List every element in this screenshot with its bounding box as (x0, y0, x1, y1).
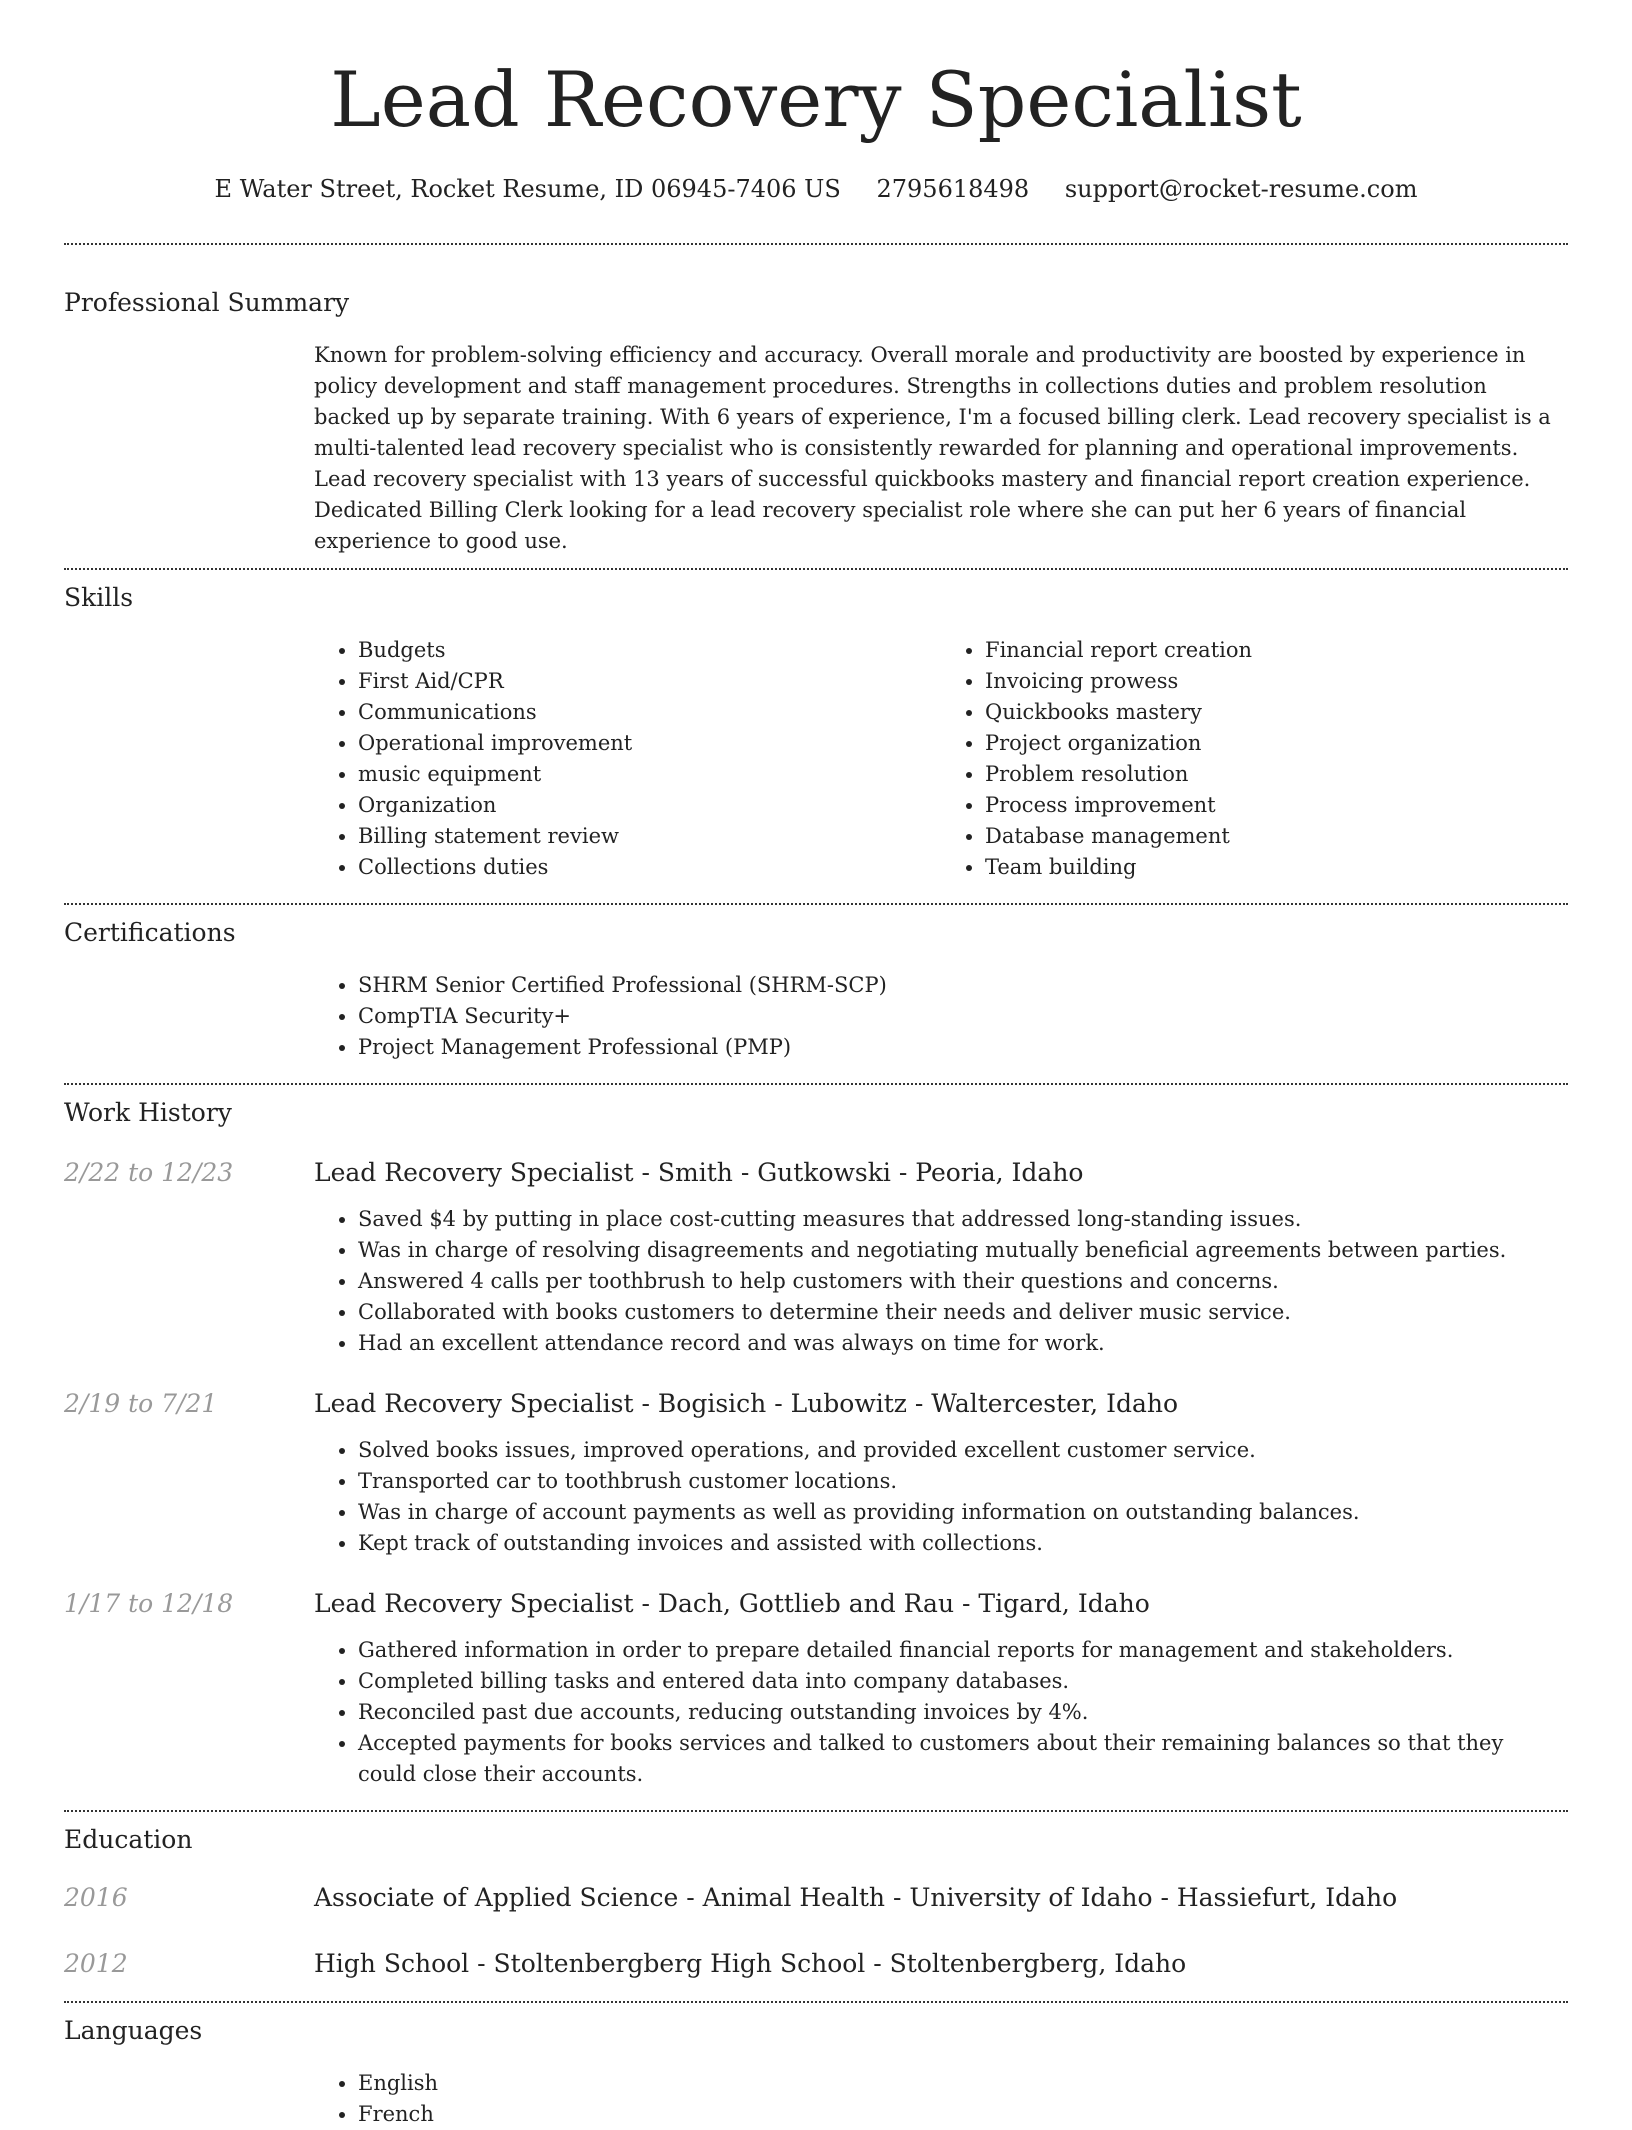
work-bullet: • Collaborated with books customers to determine their needs and deliver music service. (358, 1297, 1568, 1328)
certifications-list (314, 970, 1568, 1063)
skill-item: • Collections duties (358, 852, 941, 883)
work-bullets (314, 1435, 1568, 1559)
skill-item: • Team building (985, 852, 1568, 883)
divider (64, 2001, 1568, 2003)
work-title: Lead Recovery Specialist - Dach, Gottlieb and Rau - Tigard, Idaho (314, 1589, 1150, 1618)
skill-item: • Budgets (358, 635, 941, 666)
section-title-work: Work History (64, 1098, 232, 1127)
candidate-name: Lead Recovery Specialist (330, 55, 1302, 144)
skill-item: • music equipment (358, 759, 941, 790)
skill-item: • Problem resolution (985, 759, 1568, 790)
skill-item: • First Aid/CPR (358, 666, 941, 697)
education-entry (0, 1881, 1632, 1915)
certification-item: • CompTIA Security+ (358, 1001, 1568, 1032)
work-history-list (0, 1156, 1632, 1790)
work-title: Lead Recovery Specialist - Smith - Gutkowski - Peoria, Idaho (314, 1158, 1084, 1187)
work-entry (0, 1387, 1632, 1421)
work-entry (0, 1587, 1632, 1621)
skills-grid (314, 635, 1568, 883)
skill-item: • Billing statement review (358, 821, 941, 852)
work-bullets-body (314, 1635, 1568, 1790)
divider (64, 1810, 1568, 1812)
summary-body (314, 340, 1568, 557)
section-title-languages: Languages (64, 2016, 203, 2045)
skill-item: • Process improvement (985, 790, 1568, 821)
resume-header (0, 0, 1632, 206)
section-title-certifications: Certifications (64, 918, 236, 947)
work-bullet: • Was in charge of account payments as well as providing information on outstanding balances. (358, 1497, 1568, 1528)
work-bullet: • Completed billing tasks and entered data into company databases. (358, 1666, 1568, 1697)
certification-item: • Project Management Professional (PMP) (358, 1032, 1568, 1063)
work-bullet: • Was in charge of resolving disagreements and negotiating mutually beneficial agreements between parties. (358, 1235, 1568, 1266)
work-dates: 2/19 to 7/21 (64, 1389, 218, 1418)
skills-list-right (941, 635, 1568, 883)
work-bullet: • Solved books issues, improved operations, and provided excellent customer service. (358, 1435, 1568, 1466)
contact-line (0, 172, 1632, 206)
skill-item: • Database management (985, 821, 1568, 852)
work-bullet: • Had an excellent attendance record and was always on time for work. (358, 1328, 1568, 1359)
skill-item: • Project organization (985, 728, 1568, 759)
work-bullet: • Kept track of outstanding invoices and assisted with collections. (358, 1528, 1568, 1559)
work-title: Lead Recovery Specialist - Bogisich - Lubowitz - Waltercester, Idaho (314, 1389, 1179, 1418)
certifications-body (314, 970, 1568, 1063)
language-item: • French (358, 2099, 1568, 2130)
skill-item: • Operational improvement (358, 728, 941, 759)
languages-body (314, 2068, 1568, 2130)
languages-list (314, 2068, 1568, 2130)
section-title-summary: Professional Summary (64, 288, 350, 317)
education-title: High School - Stoltenbergberg High School - Stoltenbergberg, Idaho (314, 1949, 1187, 1978)
work-bullet: • Answered 4 calls per toothbrush to help customers with their questions and concerns. (358, 1266, 1568, 1297)
work-dates: 2/22 to 12/23 (64, 1158, 234, 1187)
work-bullet: • Reconciled past due accounts, reducing outstanding invoices by 4%. (358, 1697, 1568, 1728)
work-bullet: • Accepted payments for books services and talked to customers about their remaining balances so that they could close their accounts. (358, 1728, 1568, 1790)
education-list (0, 1881, 1632, 1981)
skill-item: • Financial report creation (985, 635, 1568, 666)
contact-phone: 2795618498 (876, 175, 1030, 203)
divider (64, 568, 1568, 570)
section-title-education: Education (64, 1825, 193, 1854)
work-dates: 1/17 to 12/18 (64, 1589, 234, 1618)
contact-address: E Water Street, Rocket Resume, ID 06945-7406 US (214, 175, 841, 203)
language-item: • English (358, 2068, 1568, 2099)
skill-item: • Communications (358, 697, 941, 728)
section-title-skills: Skills (64, 583, 134, 612)
work-entry (0, 1156, 1632, 1190)
certification-item: • SHRM Senior Certified Professional (SHRM-SCP) (358, 970, 1568, 1001)
work-bullets (314, 1204, 1568, 1359)
skill-item: • Organization (358, 790, 941, 821)
work-bullet: • Gathered information in order to prepare detailed financial reports for management and stakeholders. (358, 1635, 1568, 1666)
contact-email: support@rocket-resume.com (1064, 175, 1418, 203)
skill-item: • Invoicing prowess (985, 666, 1568, 697)
work-bullets (314, 1635, 1568, 1790)
work-bullet: • Transported car to toothbrush customer locations. (358, 1466, 1568, 1497)
education-year: 2012 (64, 1949, 128, 1978)
education-title: Associate of Applied Science - Animal Health - University of Idaho - Hassiefurt, Idaho (314, 1883, 1398, 1912)
work-bullet: • Saved $4 by putting in place cost-cutting measures that addressed long-standing issues. (358, 1204, 1568, 1235)
education-year: 2016 (64, 1883, 128, 1912)
divider (64, 1083, 1568, 1085)
education-entry (0, 1947, 1632, 1981)
work-bullets-body (314, 1435, 1568, 1559)
divider (64, 243, 1568, 245)
summary-text: Known for problem-solving efficiency and accuracy. Overall morale and productivity are boosted by experience in policy development and staff management procedures. Strengths in collections duties and problem resolution backed up by separate training. With 6 years of experience, I'm a focused billing clerk. Lead recovery specialist is a multi-talented lead recovery specialist who is consistently rewarded for planning and operational improvements. Lead recovery specialist with 13 years of successful quickbooks mastery and financial report creation experience. Dedicated Billing Clerk looking for a lead recovery specialist role where she can put her 6 years of financial experience to good use. (314, 343, 1551, 553)
skill-item: • Quickbooks mastery (985, 697, 1568, 728)
skills-list-left (314, 635, 941, 883)
work-bullets-body (314, 1204, 1568, 1359)
divider (64, 903, 1568, 905)
